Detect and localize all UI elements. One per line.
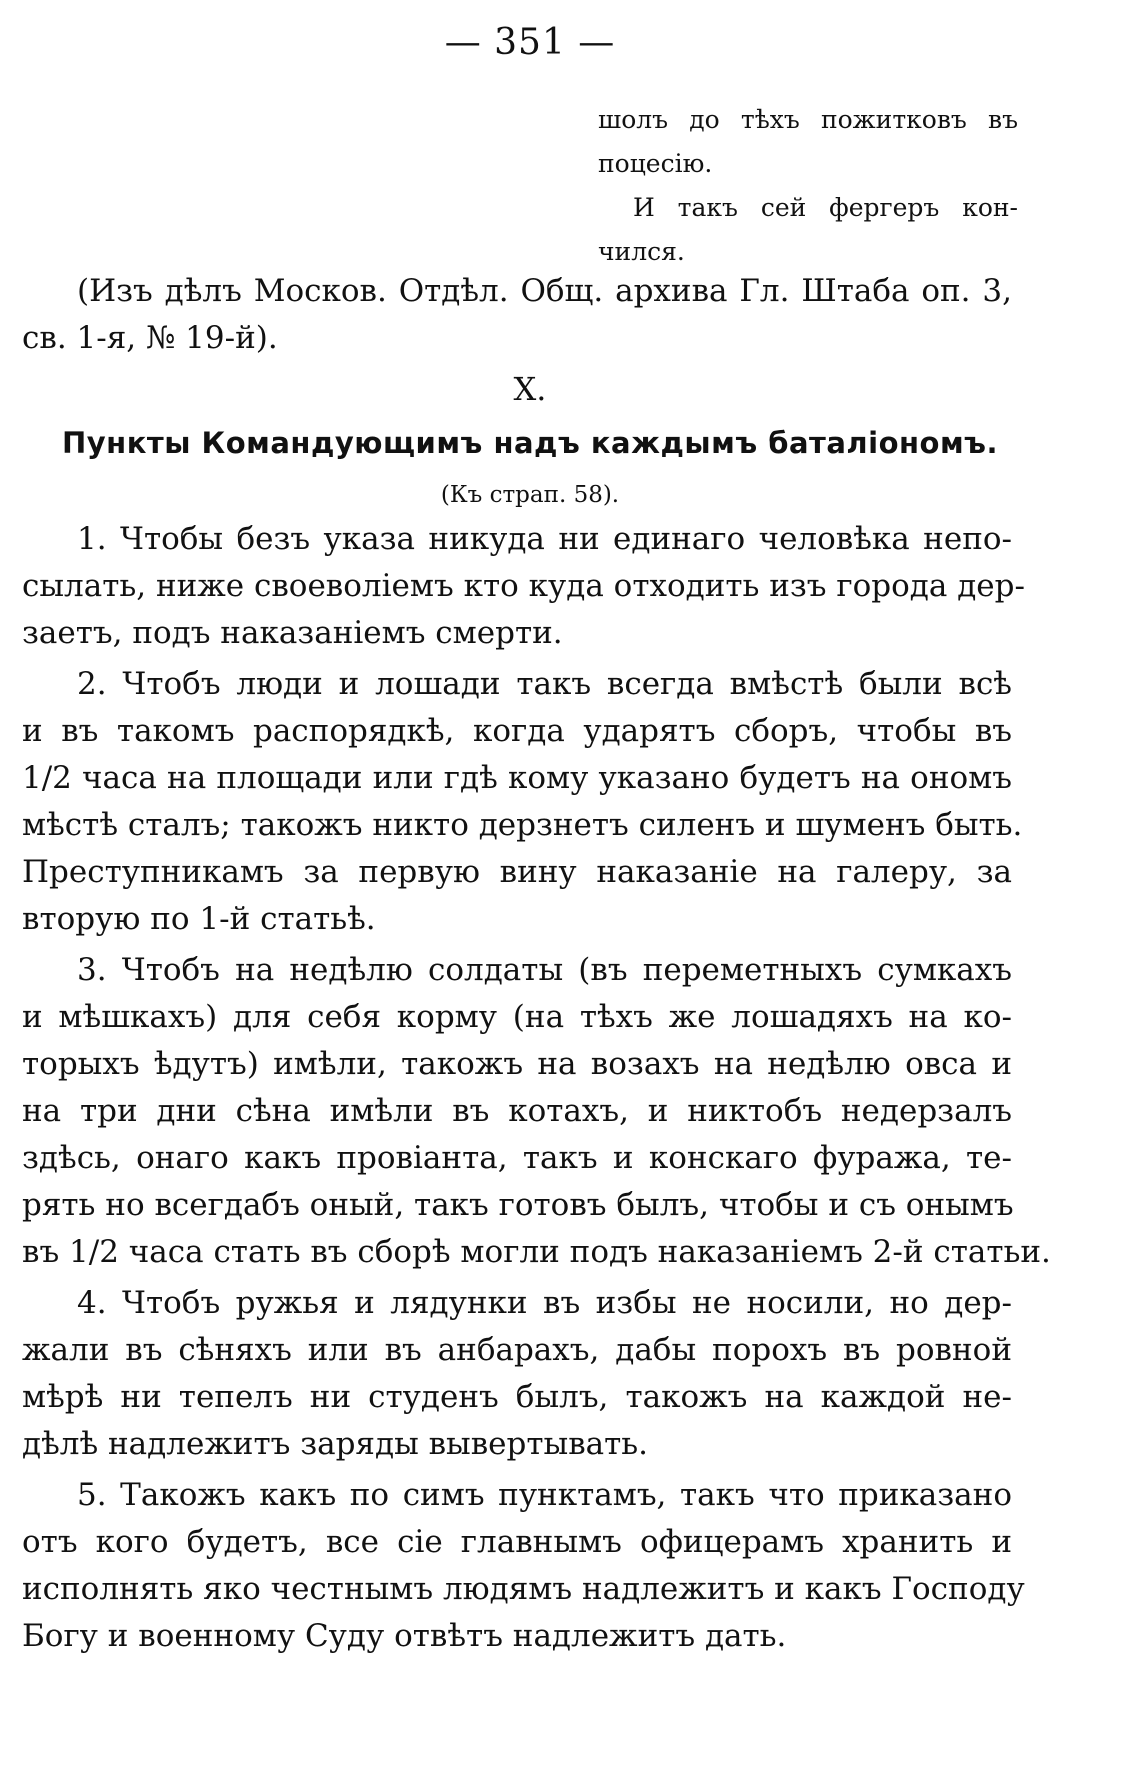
source-note-line: св. 1-я, № 19-й). [22, 320, 278, 356]
continuation-line: И такъ сей фергеръ кон- [633, 193, 1018, 222]
list-item [22, 947, 1051, 1276]
item-line: сылать, ниже своеволіемъ кто куда отходить изъ города дер- [22, 568, 1025, 604]
item-line: мѣрѣ ни тепелъ ни студенъ былъ, такожъ на каждой не- [22, 1379, 1012, 1415]
item-line: на три дни сѣна имѣли въ котахъ, и никтобъ недерзалъ [22, 1093, 1012, 1129]
section-number: X. [513, 370, 547, 408]
item-line: дѣлѣ надлежитъ заряды вывертывать. [22, 1426, 649, 1462]
page-number: — 351 — [444, 22, 616, 63]
item-line: жали въ сѣняхъ или въ анбарахъ, дабы порохъ въ ровной [22, 1332, 1012, 1368]
item-line: 2. Чтобъ люди и лошади такъ всегда вмѣстѣ были всѣ [77, 666, 1012, 702]
continuation-line: шолъ до тѣхъ пожитковъ въ [598, 105, 1018, 134]
item-line: 1. Чтобы безъ указа никуда ни единаго человѣка непо- [77, 521, 1012, 557]
item-line: Преступникамъ за первую вину наказаніе на галеру, за [22, 854, 1012, 890]
continuation-line: чился. [598, 237, 685, 266]
item-line: торыхъ ѣдутъ) имѣли, такожъ на возахъ на недѣлю овса и [22, 1046, 1012, 1082]
item-line: въ 1/2 часа стать въ сборѣ могли подъ наказаніемъ 2-й статьи. [22, 1234, 1051, 1270]
item-line: и въ такомъ распорядкѣ, когда ударятъ сборъ, чтобы въ [22, 713, 1012, 749]
item-line: исполнять яко честнымъ людямъ надлежитъ и какъ Господу [22, 1571, 1025, 1607]
item-line: 1/2 часа на площади или гдѣ кому указано будетъ на ономъ [22, 760, 1012, 796]
continuation-block [598, 98, 1018, 274]
item-line: рять но всегдабъ оный, такъ готовъ былъ, чтобы и съ онымъ [22, 1187, 1014, 1223]
section-reference: (Къ страп. 58). [440, 482, 620, 508]
list-item [22, 516, 1025, 657]
item-line: здѣсь, онаго какъ провіанта, такъ и конскаго фуража, те- [22, 1140, 1012, 1176]
items-list [22, 516, 1051, 1664]
item-line: Богу и военному Суду отвѣтъ надлежитъ дать. [22, 1618, 787, 1654]
item-line: 5. Такожъ какъ по симъ пунктамъ, такъ что приказано [77, 1477, 1012, 1513]
item-line: заетъ, подъ наказаніемъ смерти. [22, 615, 563, 651]
list-item [22, 661, 1023, 943]
item-line: вторую по 1-й статьѣ. [22, 901, 376, 937]
list-item [22, 1472, 1025, 1660]
list-item [22, 1280, 1012, 1468]
source-note-line: (Изъ дѣлъ Москов. Отдѣл. Общ. архива Гл. Штаба оп. 3, [77, 273, 1012, 309]
item-line: и мѣшкахъ) для себя корму (на тѣхъ же лошадяхъ на ко- [22, 999, 1012, 1035]
item-line: 3. Чтобъ на недѣлю солдаты (въ переметныхъ сумкахъ [77, 952, 1012, 988]
item-line: отъ кого будетъ, все сіе главнымъ офицерамъ хранить и [22, 1524, 1012, 1560]
item-line: 4. Чтобъ ружья и лядунки въ избы не носили, но дер- [77, 1285, 1012, 1321]
continuation-line: поцесію. [598, 149, 713, 178]
item-line: мѣстѣ сталъ; такожъ никто дерзнетъ силенъ и шуменъ быть. [22, 807, 1023, 843]
section-title: Пункты Командующимъ надъ каждымъ баталіономъ. [62, 426, 998, 460]
source-note [22, 268, 1012, 362]
